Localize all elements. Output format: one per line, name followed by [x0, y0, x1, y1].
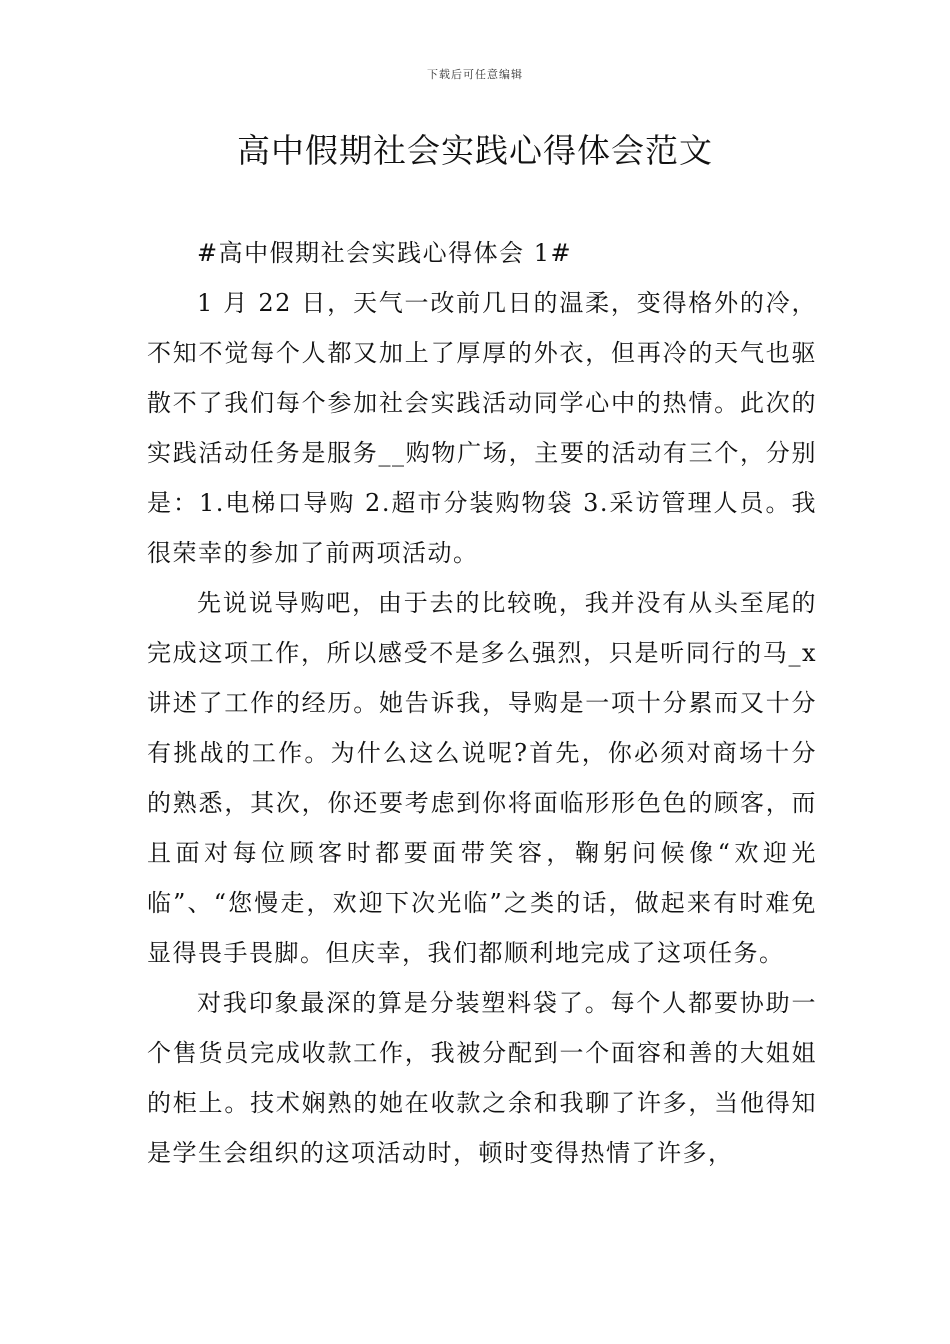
paragraph: 对我印象最深的算是分装塑料袋了。每个人都要协助一个售货员完成收款工作，我被分配到一个面容和善的大姐姐的柜上。技术娴熟的她在收款之余和我聊了许多，当他得知是学生会组织的这项活动时，顿时变得热情了许多，	[147, 989, 817, 1167]
document-title: 高中假期社会实践心得体会范文	[237, 131, 713, 170]
paragraph: 先说说导购吧，由于去的比较晚，我并没有从头至尾的完成这项工作，所以感受不是多么强烈，只是听同行的马_x 讲述了工作的经历。她告诉我，导购是一项十分累而又十分有挑战的工作。为什么这么说呢?首先，你必须对商场十分的熟悉，其次，你还要考虑到你将面临形形色色的顾客，而且面对每位顾客时都要面带笑容，鞠躬问候像“欢迎光临”、“您慢走，欢迎下次光临”之类的话，做起来有时难免显得畏手畏脚。但庆幸，我们都顺利地完成了这项任务。	[147, 589, 817, 967]
document-body	[147, 228, 817, 1178]
paragraph: 1 月 22 日，天气一改前几日的温柔，变得格外的冷，不知不觉每个人都又加上了厚厚的外衣，但再冷的天气也驱散不了我们每个参加社会实践活动同学心中的热情。此次的实践活动任务是服务__购物广场，主要的活动有三个，分别是：1.电梯口导购 2.超市分装购物袋 3.采访管理人员。我很荣幸的参加了前两项活动。	[147, 289, 817, 567]
header-note: 下载后可任意编辑	[427, 68, 523, 81]
section-heading: #高中假期社会实践心得体会 1#	[197, 239, 573, 267]
